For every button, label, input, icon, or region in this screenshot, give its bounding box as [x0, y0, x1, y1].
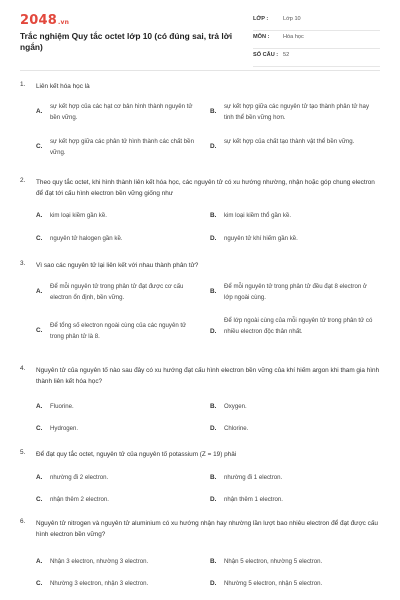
header-divider — [20, 70, 380, 71]
meta-label: MÔN : — [253, 34, 270, 40]
logo-suffix: .vn — [57, 19, 70, 26]
option-letter: A. — [36, 288, 43, 295]
option-text: Fluorine. — [50, 403, 74, 410]
question-number: 5. — [20, 449, 26, 456]
option-c[interactable] — [36, 494, 202, 506]
meta-label: LỚP : — [253, 16, 269, 22]
option-a[interactable] — [36, 281, 202, 303]
question-number: 6. — [20, 518, 26, 525]
meta-value: 52 — [283, 52, 290, 58]
option-letter: B. — [210, 403, 217, 410]
option-text: Oxygen. — [224, 403, 247, 410]
option-letter: C. — [36, 143, 43, 150]
option-b[interactable] — [210, 401, 380, 413]
option-letter: D. — [210, 496, 217, 503]
option-c[interactable] — [36, 423, 202, 435]
option-b[interactable] — [210, 556, 380, 568]
option-a[interactable] — [36, 101, 202, 123]
option-d[interactable] — [210, 494, 380, 506]
site-logo[interactable] — [20, 13, 69, 28]
option-letter: D. — [210, 143, 217, 150]
option-text: nhường đi 2 electron. — [50, 474, 109, 481]
option-letter: C. — [36, 496, 43, 503]
question-text: Để đạt quy tắc octet, nguyên tử của nguyên tố potassium (Z = 19) phải — [36, 451, 237, 458]
question-number: 2. — [20, 177, 26, 184]
meta-row-count — [253, 49, 380, 67]
question-number: 1. — [20, 81, 26, 88]
option-b[interactable] — [210, 281, 380, 303]
option-text: nhận thêm 2 electron. — [50, 496, 109, 503]
option-text: nguyên tử halogen gần kề. — [50, 235, 123, 242]
option-text: kim loại kiềm thổ gần kề. — [224, 212, 292, 219]
question-number: 4. — [20, 365, 26, 372]
option-text: Để tổng số electron ngoài cùng của các nguyên tử trong phân tử là 8. — [50, 322, 187, 340]
option-d[interactable] — [210, 233, 380, 245]
option-letter: D. — [210, 580, 217, 587]
option-letter: C. — [36, 327, 43, 334]
option-text: Nhường 3 electron, nhận 3 electron. — [50, 580, 149, 587]
option-text: Nhận 5 electron, nhường 5 electron. — [224, 558, 323, 565]
option-text: Để mỗi nguyên tử trong phân tử đạt được cơ cấu electron ổn định, bền vững. — [50, 283, 184, 301]
option-letter: C. — [36, 235, 43, 242]
document-header — [0, 0, 400, 70]
meta-table — [253, 13, 380, 67]
option-a[interactable] — [36, 472, 202, 484]
question-text: Nguyên tử nitrogen và nguyên tử aluminium có xu hướng nhận hay nhường lần lượt bao nhiêu electron để đạt được cấu hình electron bền vững? — [36, 520, 378, 538]
option-letter: B. — [210, 212, 217, 219]
option-d[interactable] — [210, 423, 380, 435]
option-d[interactable] — [210, 578, 380, 590]
option-text: Chlorine. — [224, 425, 249, 432]
meta-row-subject — [253, 31, 380, 49]
option-text: Hydrogen. — [50, 425, 79, 432]
option-c[interactable] — [36, 233, 202, 245]
option-letter: D. — [210, 328, 217, 335]
option-b[interactable] — [210, 210, 380, 222]
option-text: Để lớp ngoài cùng của mỗi nguyên tử trong phân tử có nhiều electron độc thân nhất. — [224, 317, 373, 335]
option-d[interactable] — [210, 136, 380, 158]
option-c[interactable] — [36, 320, 202, 342]
option-text: sự kết hợp của các hạt cơ bản hình thành nguyên tử bền vững. — [50, 103, 193, 121]
question-text: Theo quy tắc octet, khi hình thành liên kết hóa học, các nguyên tử có xu hướng nhường, nhận hoặc góp chung electron để đạt tới cấu hình electron bền vững giống như — [36, 179, 375, 197]
option-text: sự kết hợp giữa các nguyên tử tạo thành phân tử hay tinh thể bền vững hơn. — [224, 103, 369, 121]
option-text: Để mỗi nguyên tử trong phân tử đều đạt 8 electron ở lớp ngoài cùng. — [224, 283, 367, 301]
option-letter: A. — [36, 474, 43, 481]
question-text: Vì sao các nguyên tử lại liên kết với nhau thành phân tử? — [36, 262, 199, 269]
option-text: Nhận 3 electron, nhường 3 electron. — [50, 558, 149, 565]
option-text: nguyên tử khí hiếm gần kề. — [224, 235, 298, 242]
option-b[interactable] — [210, 472, 380, 484]
option-letter: B. — [210, 288, 217, 295]
option-a[interactable] — [36, 401, 202, 413]
option-letter: B. — [210, 108, 217, 115]
option-letter: A. — [36, 558, 43, 565]
option-d[interactable] — [210, 315, 380, 348]
option-a[interactable] — [36, 210, 202, 222]
logo-main: 2048 — [20, 13, 57, 28]
option-letter: A. — [36, 403, 43, 410]
option-text: sự kết hợp của chất tạo thành vật thể bền vững. — [224, 138, 355, 145]
meta-row-class — [253, 13, 380, 31]
option-c[interactable] — [36, 578, 202, 590]
option-text: kim loại kiềm gần kề. — [50, 212, 107, 219]
page-title: Trắc nghiệm Quy tắc octet lớp 10 (có đúng sai, trả lời ngắn) — [20, 31, 233, 52]
option-letter: A. — [36, 212, 43, 219]
option-letter: D. — [210, 425, 217, 432]
meta-label: SỐ CÂU : — [253, 52, 279, 58]
option-c[interactable] — [36, 136, 202, 158]
option-text: Nhường 5 electron, nhận 5 electron. — [224, 580, 323, 587]
option-text: nhường đi 1 electron. — [224, 474, 283, 481]
option-letter: A. — [36, 108, 43, 115]
option-b[interactable] — [210, 101, 380, 123]
option-letter: C. — [36, 580, 43, 587]
option-text: sự kết hợp giữa các phân tử hình thành các chất bền vững. — [50, 138, 194, 156]
question-text: Nguyên tử của nguyên tố nào sau đây có xu hướng đạt cấu hình electron bền vững của khí hiếm argon khi tham gia hình thành liên kết hóa học? — [36, 367, 380, 385]
question-text: Liên kết hóa học là — [36, 83, 90, 90]
option-a[interactable] — [36, 556, 202, 568]
option-text: nhận thêm 1 electron. — [224, 496, 283, 503]
option-letter: B. — [210, 558, 217, 565]
question-number: 3. — [20, 260, 26, 267]
meta-value: Hóa học — [283, 34, 304, 40]
option-letter: C. — [36, 425, 43, 432]
meta-value: Lớp 10 — [283, 16, 301, 22]
option-letter: D. — [210, 235, 217, 242]
option-letter: B. — [210, 474, 217, 481]
